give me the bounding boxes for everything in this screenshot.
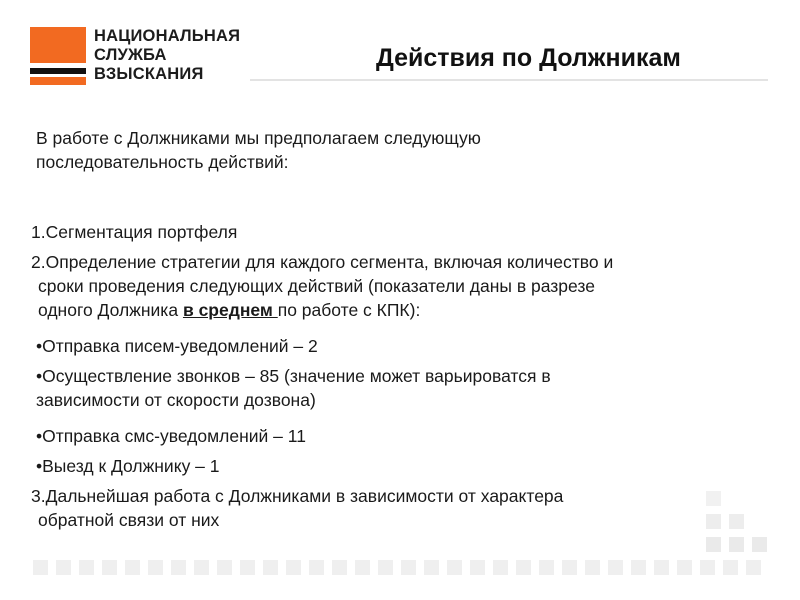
step-1-text: Сегментация портфеля [45,222,238,242]
decor-square [447,560,462,575]
intro-line-2: последовательность действий: [36,152,289,172]
decor-square [746,560,761,575]
decor-square [102,560,117,575]
decor-square [493,560,508,575]
step-2-line-3-pre: одного Должника [38,300,183,320]
emphasis-average: в среднем [182,300,278,320]
step-2-number: 2. [31,252,46,272]
decor-square [700,560,715,575]
decor-square [401,560,416,575]
step-2-line-2: сроки проведения следующих действий (показатели даны в разрезе [38,276,595,296]
bullet-calls [36,364,736,412]
logo-line-1: НАЦИОНАЛЬНАЯ [94,27,241,45]
decor-square [309,560,324,575]
decor-square [585,560,600,575]
decor-square [194,560,209,575]
decor-square [355,560,370,575]
bullet-calls-line-2: зависимости от скорости дозвона) [36,390,316,410]
step-2-line-3 [31,298,771,322]
decor-square [729,537,744,552]
decor-square [378,560,393,575]
decor-square [263,560,278,575]
decor-square [539,560,554,575]
decor-square [171,560,186,575]
decor-square [240,560,255,575]
bullet-letters: •Отправка писем-уведомлений – 2 [36,336,318,356]
decor-square [706,537,721,552]
logo-line-2: СЛУЖБА [94,46,167,64]
step-3-line-1: Дальнейшая работа с Должниками в зависимости от характера [45,486,564,506]
decor-square [752,537,767,552]
step-1 [31,220,237,244]
decor-square [608,560,623,575]
decor-square [148,560,163,575]
bullet-calls-line-1: •Осуществление звонков – 85 (значение может варьироватся в [36,366,551,386]
decor-square [79,560,94,575]
logo-text [94,27,240,84]
decor-square [332,560,347,575]
step-3 [31,484,771,532]
decor-square [470,560,485,575]
decor-square [631,560,646,575]
decor-square [677,560,692,575]
title-divider [250,79,768,81]
decor-square [654,560,669,575]
logo-line-3: ВЗЫСКАНИЯ [94,65,204,83]
step-2-line-3-post: по работе с КПК): [277,300,421,320]
decor-square [217,560,232,575]
decor-square [286,560,301,575]
brand-logo [30,27,250,89]
slide-title: Действия по Должникам [376,44,681,72]
decor-square [723,560,738,575]
bullet-visit: •Выезд к Должнику – 1 [36,456,220,476]
step-3-number: 3. [31,486,46,506]
decor-square [516,560,531,575]
decor-square [424,560,439,575]
step-2 [31,250,771,322]
logo-mark-icon [30,27,86,85]
intro-line-1: В работе с Должниками мы предполагаем следующую [36,128,481,148]
decor-square [33,560,48,575]
step-3-line-2: обратной связи от них [38,510,220,530]
step-1-number: 1. [31,222,46,242]
decor-square [125,560,140,575]
step-2-line-1: Определение стратегии для каждого сегмента, включая количество и [45,252,614,272]
bullet-sms: •Отправка смс-уведомлений – 11 [36,426,306,446]
intro-paragraph [36,126,656,174]
decor-square [562,560,577,575]
decor-square [56,560,71,575]
